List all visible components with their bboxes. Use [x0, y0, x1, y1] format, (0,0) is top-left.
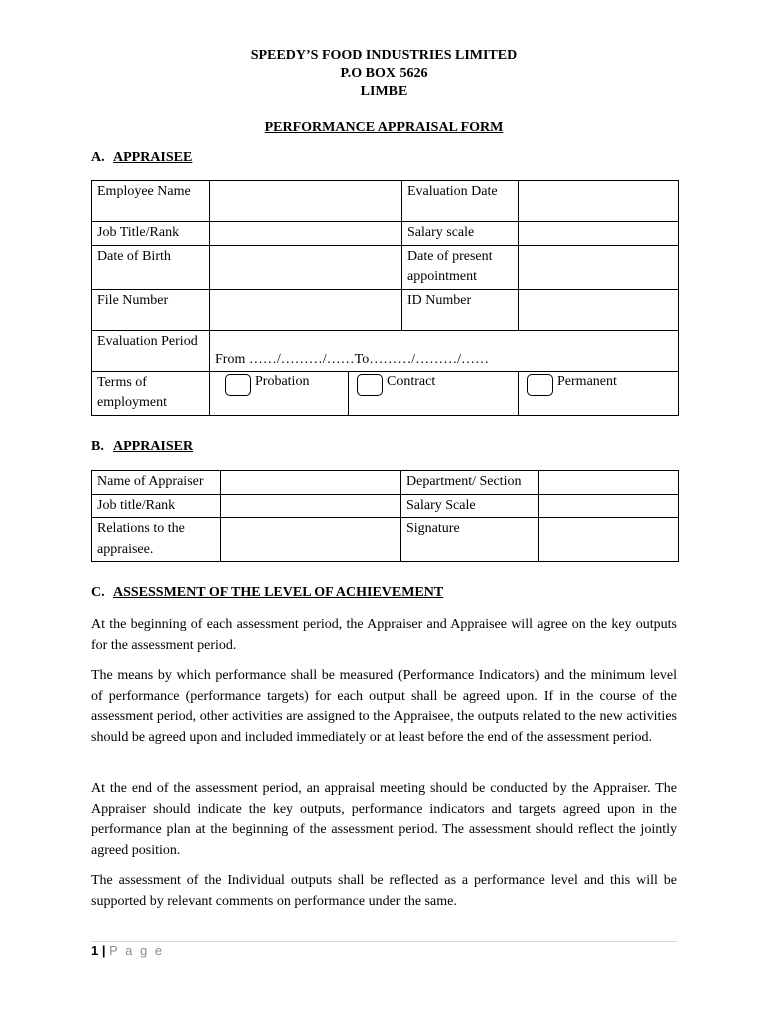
label-name-of-appraiser: Name of Appraiser	[92, 471, 221, 495]
section-c-title: ASSESSMENT OF THE LEVEL OF ACHIEVEMENT	[113, 585, 444, 600]
date-present-appointment-field[interactable]	[519, 245, 679, 289]
table-row	[92, 289, 679, 330]
section-c-letter: C.	[91, 585, 105, 600]
label-employee-name: Employee Name	[92, 181, 210, 222]
signature-field[interactable]	[539, 518, 679, 562]
date-of-birth-field[interactable]	[210, 245, 402, 289]
paragraph: At the end of the assessment period, an appraisal meeting should be conducted by the Appraiser. The Appraiser should indicate the key outputs, performance indicators and targets agreed upon in the performance plan at the beginning of the assessment period. The assessment should reflect the jointly agreed position.	[91, 781, 677, 858]
label-evaluation-date: Evaluation Date	[402, 181, 519, 222]
appraisee-table	[91, 180, 679, 416]
page-label: P a g e	[109, 943, 165, 958]
section-b-letter: B.	[91, 439, 104, 454]
probation-label: Probation	[255, 373, 310, 389]
evaluation-period-text: From ……/………/……To………/………/……	[215, 352, 489, 367]
table-row	[92, 222, 679, 246]
name-of-appraiser-field[interactable]	[221, 471, 401, 495]
file-number-field[interactable]	[210, 289, 402, 330]
contract-checkbox[interactable]	[357, 374, 383, 396]
section-b-heading	[91, 439, 193, 455]
table-row	[92, 471, 679, 495]
table-row	[92, 518, 679, 562]
form-title: PERFORMANCE APPRAISAL FORM	[264, 120, 504, 135]
company-po-box: P.O BOX 5626	[340, 66, 428, 81]
table-row	[92, 371, 679, 415]
page-footer	[91, 943, 164, 958]
table-row	[92, 181, 679, 222]
probation-checkbox[interactable]	[225, 374, 251, 396]
label-job-title: Job Title/Rank	[92, 222, 210, 246]
table-row	[92, 245, 679, 289]
option-permanent[interactable]	[519, 371, 679, 415]
job-title-field[interactable]	[210, 222, 402, 246]
permanent-checkbox[interactable]	[527, 374, 553, 396]
paragraph: The assessment of the Individual outputs shall be reflected as a performance level and this will be supported by relevant comments on performance under the same.	[91, 873, 677, 909]
table-row	[92, 330, 679, 371]
label-terms-of-employment: Terms of employment	[92, 371, 210, 415]
evaluation-period-field[interactable]	[210, 330, 679, 371]
id-number-field[interactable]	[519, 289, 679, 330]
label-department-section: Department/ Section	[401, 471, 539, 495]
label-evaluation-period: Evaluation Period	[92, 330, 210, 371]
option-probation[interactable]	[210, 371, 349, 415]
section-a-letter: A.	[91, 150, 105, 165]
label-salary-scale: Salary scale	[402, 222, 519, 246]
employee-name-field[interactable]	[210, 181, 402, 222]
paragraph: At the beginning of each assessment period, the Appraiser and Appraisee will agree on the key outputs for the assessment period.	[91, 617, 677, 653]
department-section-field[interactable]	[539, 471, 679, 495]
evaluation-date-field[interactable]	[519, 181, 679, 222]
section-b-title: APPRAISER	[113, 439, 194, 454]
permanent-label: Permanent	[557, 373, 617, 389]
form-title-wrap	[0, 119, 768, 137]
relations-to-appraisee-field[interactable]	[221, 518, 401, 562]
option-contract[interactable]	[349, 371, 519, 415]
footer-divider	[91, 941, 677, 942]
contract-label: Contract	[387, 373, 436, 389]
section-a-heading	[91, 150, 192, 166]
section-a-title: APPRAISEE	[113, 150, 193, 165]
company-name: SPEEDY’S FOOD INDUSTRIES LIMITED	[250, 48, 518, 63]
salary-scale-field[interactable]	[519, 222, 679, 246]
section-c-heading	[91, 585, 443, 601]
label-relations-to-appraisee: Relations to the appraisee.	[92, 518, 221, 562]
label-signature: Signature	[401, 518, 539, 562]
appraiser-table	[91, 470, 679, 562]
label-appraiser-job-title: Job title/Rank	[92, 494, 221, 518]
label-id-number: ID Number	[402, 289, 519, 330]
label-date-present-appointment: Date of present appointment	[402, 245, 519, 289]
table-row	[92, 494, 679, 518]
appraiser-salary-scale-field[interactable]	[539, 494, 679, 518]
label-date-of-birth: Date of Birth	[92, 245, 210, 289]
appraiser-job-title-field[interactable]	[221, 494, 401, 518]
paragraph: The means by which performance shall be measured (Performance Indicators) and the minimum level of performance (performance targets) for each output shall be agreed upon. If in the course of the assessment period, other activities are assigned to the Appraisee, the outputs related to the new activities should be agreed upon and included immediately or at least before the end of the assessment period.	[91, 668, 677, 745]
label-file-number: File Number	[92, 289, 210, 330]
label-appraiser-salary-scale: Salary Scale	[401, 494, 539, 518]
page-separator: |	[101, 943, 106, 958]
page-number: 1	[91, 943, 99, 958]
company-city: LIMBE	[360, 84, 408, 99]
